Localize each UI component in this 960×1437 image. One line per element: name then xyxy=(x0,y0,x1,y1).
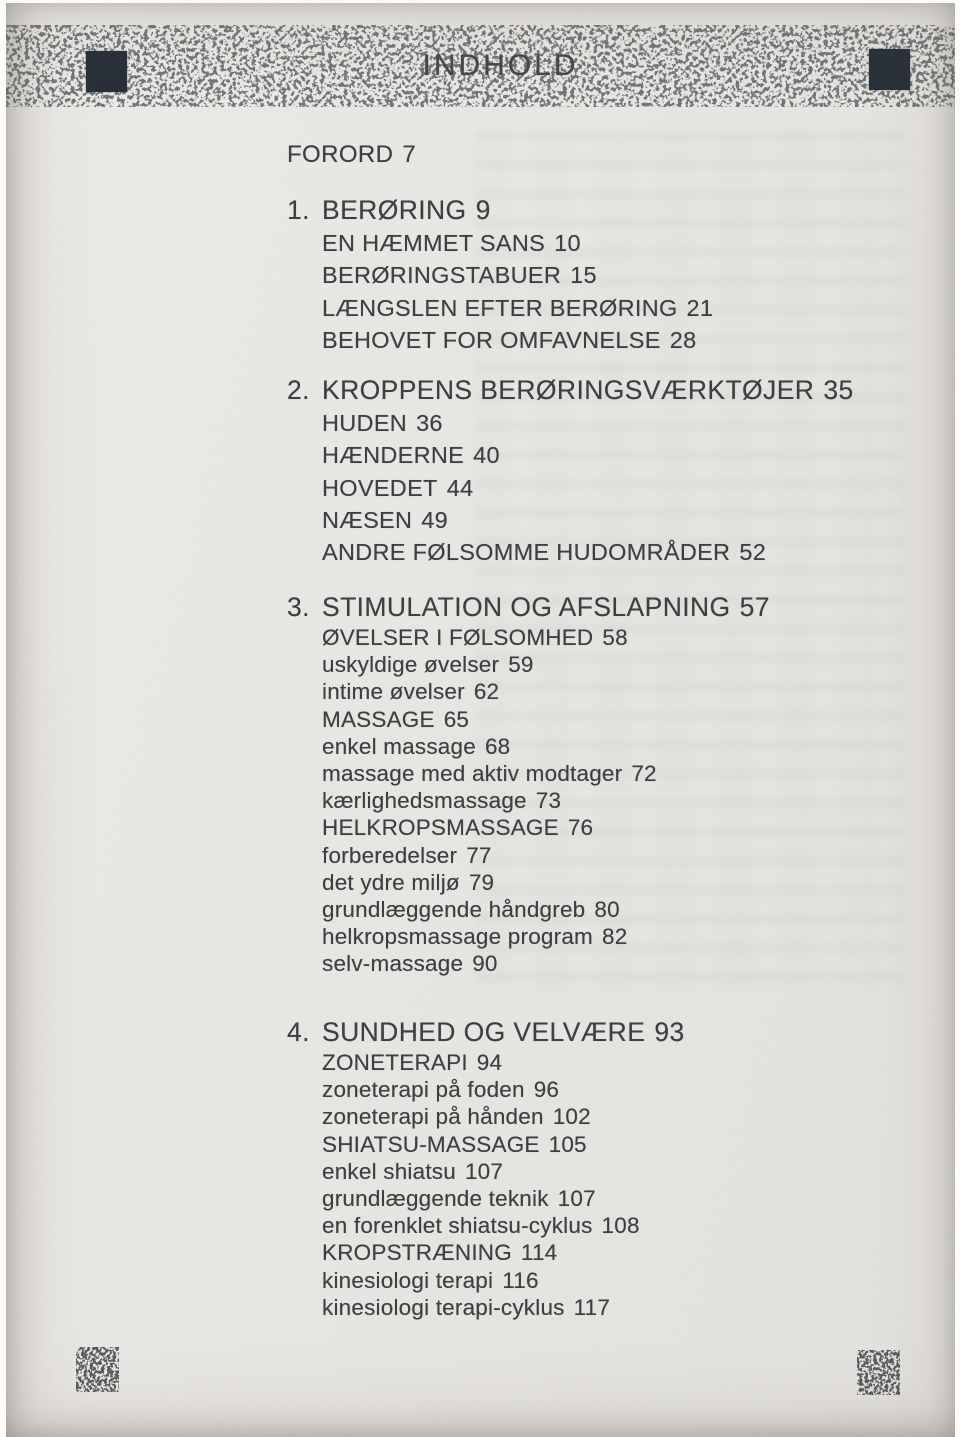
toc-entry xyxy=(322,842,927,869)
toc-entry xyxy=(322,1103,927,1130)
toc-entry-page: 90 xyxy=(472,951,498,977)
toc-entry-page: 10 xyxy=(554,230,581,256)
chapter-page: 9 xyxy=(475,195,491,225)
toc-entry-label: enkel massage xyxy=(322,733,476,759)
toc-entry xyxy=(322,1131,927,1158)
toc-entry-page: 108 xyxy=(601,1213,640,1239)
stipple-square-bottom-right xyxy=(857,1350,900,1395)
toc-entry-page: 107 xyxy=(557,1186,596,1212)
toc-entry xyxy=(322,1076,927,1103)
toc-entry xyxy=(322,1294,927,1321)
chapter-title: SUNDHED OG VELVÆRE xyxy=(322,1017,646,1047)
toc-entry xyxy=(322,950,927,977)
toc-entry-page: 72 xyxy=(631,761,657,787)
toc-chapter-heading xyxy=(287,373,927,407)
toc-entry-page: 82 xyxy=(601,924,628,950)
toc-entry-foreword-label: FORORD xyxy=(287,141,394,168)
toc-entry xyxy=(322,923,927,950)
toc-entry xyxy=(322,760,927,787)
toc-entry-label: SHIATSU-MASSAGE xyxy=(322,1131,540,1157)
toc-entry xyxy=(322,1239,927,1266)
toc-entry-label: HÆNDERNE xyxy=(322,442,465,469)
toc-entry-label: zoneterapi på foden xyxy=(322,1077,525,1103)
chapter-number: 3. xyxy=(287,592,310,622)
toc-entry-page: 28 xyxy=(669,326,697,353)
toc-entry-page: 40 xyxy=(473,442,500,469)
chapter-title: BERØRING xyxy=(322,195,467,225)
toc-entry-label: HELKROPSMASSAGE xyxy=(322,815,559,841)
toc-entry-page: 73 xyxy=(535,788,562,814)
toc-entry-label: BEHOVET FOR OMFAVNELSE xyxy=(322,326,661,353)
toc-entry-page: 52 xyxy=(739,539,767,566)
toc-chapter-2-group xyxy=(287,373,927,568)
toc-entry-label: enkel shiatsu xyxy=(322,1158,456,1184)
toc-entry-label: HOVEDET xyxy=(322,474,438,501)
toc-entry xyxy=(322,1267,927,1294)
toc-entry-page: 59 xyxy=(508,652,534,678)
toc-entry-page: 58 xyxy=(602,625,628,650)
toc-entry-page: 94 xyxy=(476,1050,503,1075)
toc-entry-page: 80 xyxy=(594,897,620,923)
toc-entry-label: uskyldige øvelser xyxy=(322,652,500,678)
toc-entry-label: NÆSEN xyxy=(322,506,413,533)
toc-entry xyxy=(322,787,927,814)
toc-entry-page: 116 xyxy=(502,1267,539,1293)
chapter-page: 57 xyxy=(739,592,770,622)
toc-entry-label: helkropsmassage program xyxy=(322,924,593,950)
toc-entry xyxy=(322,292,927,324)
toc-entry-page: 76 xyxy=(567,815,594,841)
toc-entry xyxy=(322,869,927,896)
toc-entry xyxy=(322,896,927,923)
toc-entry-label: HUDEN xyxy=(322,410,408,436)
toc-entry-page: 117 xyxy=(573,1294,611,1320)
toc-entry-label: KROPSTRÆNING xyxy=(322,1240,512,1266)
toc-entry-label: ØVELSER I FØLSOMHED xyxy=(322,625,594,650)
toc-entry-label: ANDRE FØLSOMME HUDOMRÅDER xyxy=(322,539,731,566)
toc-entry-foreword-page: 7 xyxy=(402,141,417,168)
toc-entry-page: 79 xyxy=(468,869,495,895)
toc-entry-page: 62 xyxy=(473,679,500,705)
toc-chapter-items xyxy=(287,624,927,978)
toc-entry-label: kinesiologi terapi-cyklus xyxy=(322,1294,565,1320)
toc-entry xyxy=(322,678,927,705)
toc-entry-page: 107 xyxy=(464,1158,504,1184)
toc-entry xyxy=(322,706,927,733)
toc-chapter-1-group xyxy=(287,193,927,356)
chapter-number: 4. xyxy=(287,1017,310,1047)
toc-entry-label: EN HÆMMET SANS xyxy=(322,230,546,256)
table-of-contents xyxy=(6,3,955,1437)
toc-entry xyxy=(322,733,927,760)
toc-foreword-group xyxy=(287,140,927,170)
toc-entry-label: grundlæggende håndgreb xyxy=(322,897,586,923)
toc-entry-label: BERØRINGSTABUER xyxy=(322,262,562,289)
toc-entry-page: 49 xyxy=(421,506,449,533)
toc-entry xyxy=(322,1049,927,1076)
toc-entry-page: 15 xyxy=(570,262,597,289)
chapter-title: STIMULATION OG AFSLAPNING xyxy=(322,592,731,622)
toc-entry xyxy=(322,504,927,536)
toc-chapter-items xyxy=(287,1049,927,1321)
toc-entry xyxy=(322,259,927,291)
toc-entry-page: 114 xyxy=(520,1240,558,1266)
toc-entry-foreword xyxy=(287,140,927,170)
toc-entry-label: kærlighedsmassage xyxy=(322,788,527,814)
toc-entry-page: 68 xyxy=(484,733,511,759)
toc-entry xyxy=(322,624,927,651)
toc-chapter-items xyxy=(287,227,927,356)
toc-entry-label: en forenklet shiatsu-cyklus xyxy=(322,1213,593,1239)
toc-chapter-3-group xyxy=(287,590,927,978)
toc-entry-label: forberedelser xyxy=(322,842,458,868)
paper-page xyxy=(6,3,955,1437)
toc-entry-page: 44 xyxy=(446,474,474,501)
toc-entry xyxy=(322,472,927,504)
toc-entry-label: ZONETERAPI xyxy=(322,1050,468,1075)
toc-entry xyxy=(322,407,927,439)
toc-entry xyxy=(322,1158,927,1185)
toc-entry-page: 65 xyxy=(443,706,470,732)
toc-entry-label: massage med aktiv modtager xyxy=(322,761,623,787)
stipple-square-bottom-left xyxy=(76,1347,119,1392)
toc-entry xyxy=(322,439,927,471)
toc-entry-label: intime øvelser xyxy=(322,679,465,705)
toc-entry xyxy=(322,1185,927,1212)
toc-entry xyxy=(322,227,927,259)
page-title: INDHOLD xyxy=(422,49,579,82)
toc-entry-label: MASSAGE xyxy=(322,706,435,732)
chapter-page: 35 xyxy=(823,375,854,405)
chapter-number: 1. xyxy=(287,195,310,225)
toc-chapter-4-group xyxy=(287,1015,927,1321)
toc-entry-label: kinesiologi terapi xyxy=(322,1267,494,1293)
toc-entry xyxy=(322,814,927,841)
toc-chapter-heading xyxy=(287,1015,927,1049)
toc-chapter-items xyxy=(287,407,927,568)
toc-chapter-heading xyxy=(287,590,927,624)
toc-entry-label: det ydre miljø xyxy=(322,869,460,895)
chapter-title: KROPPENS BERØRINGSVÆRKTØJER xyxy=(322,375,815,405)
toc-entry-label: grundlæggende teknik xyxy=(322,1186,549,1212)
toc-entry-page: 102 xyxy=(552,1104,591,1130)
toc-entry-page: 77 xyxy=(466,842,492,868)
toc-entry-page: 36 xyxy=(416,410,443,436)
toc-entry xyxy=(322,651,927,678)
toc-chapter-heading xyxy=(287,193,927,227)
toc-entry-page: 96 xyxy=(533,1077,560,1103)
toc-entry-page: 105 xyxy=(548,1131,587,1157)
toc-entry-page: 21 xyxy=(686,294,714,321)
toc-entry-label: zoneterapi på hånden xyxy=(322,1104,544,1130)
toc-entry xyxy=(322,324,927,356)
toc-entry xyxy=(322,1212,927,1239)
toc-entry xyxy=(322,536,927,568)
toc-entry-label: selv-massage xyxy=(322,951,464,977)
chapter-page: 93 xyxy=(654,1017,685,1047)
toc-entry-label: LÆNGSLEN EFTER BERØRING xyxy=(322,294,678,321)
chapter-number: 2. xyxy=(287,375,310,405)
